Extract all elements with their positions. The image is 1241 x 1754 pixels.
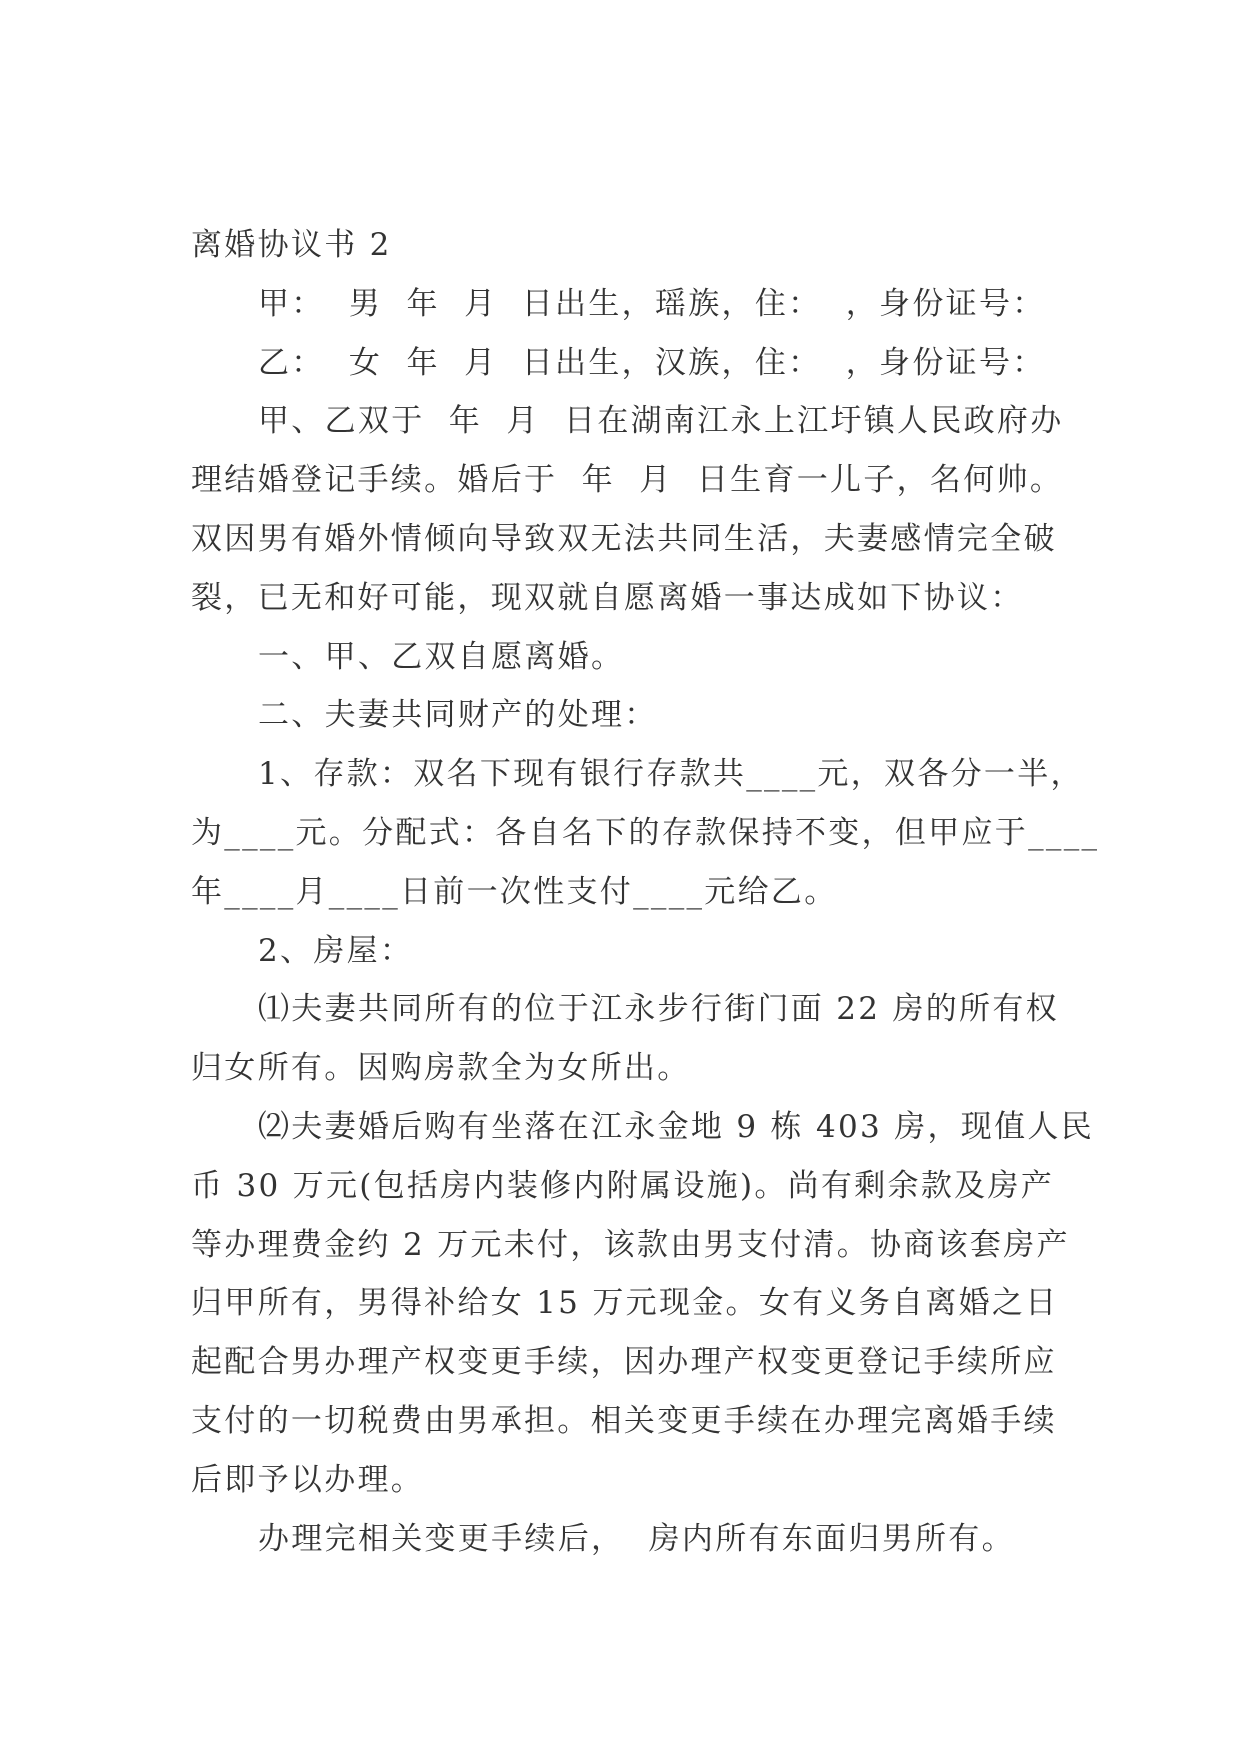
- clause-housing-item-1: [191, 980, 1091, 1098]
- clause-2-heading: [191, 686, 1091, 745]
- text-line: 归甲所有，男得补给女 15 万元现金。女有义务自离婚之日: [191, 1285, 1059, 1322]
- text-line: 双因男有婚外情倾向导致双无法共同生活，夫妻感情完全破: [191, 520, 1057, 557]
- text-line: 甲： 男 年 月 日出生，瑶族，住： ，身份证号：: [258, 285, 1046, 322]
- text-line: 为____元。分配式：各自名下的存款保持不变，但甲应于____: [191, 814, 1100, 851]
- clause-1: [191, 628, 1091, 687]
- text-line: 裂，已无和好可能，现双就自愿离婚一事达成如下协议：: [191, 579, 1024, 616]
- text-line: 2、房屋：: [258, 932, 414, 969]
- text-line: 1、存款：双名下现有银行存款共____元，双各分一半，: [258, 756, 1084, 793]
- document-body: [191, 216, 1100, 1568]
- paragraph-marriage-background: [191, 392, 1091, 627]
- text-line: 二、夫妻共同财产的处理：: [258, 697, 658, 734]
- text-line: 甲、乙双于 年 月 日在湖南江永上江圩镇人民政府办: [258, 403, 1064, 440]
- text-line: 一、甲、乙双自愿离婚。: [258, 638, 625, 675]
- text-line: 币 30 万元(包括房内装修内附属设施)。尚有剩余款及房产: [191, 1167, 1055, 1204]
- text-line: 年____月____日前一次性支付____元给乙。: [191, 873, 838, 910]
- text-line: 理结婚登记手续。婚后于 年 月 日生育一儿子，名何帅。: [191, 462, 1064, 499]
- text-line: 归女所有。因购房款全为女所出。: [191, 1050, 691, 1087]
- clause-housing-heading: [191, 922, 1091, 981]
- text-line: 起配合男办理产权变更手续，因办理产权变更登记手续所应: [191, 1344, 1057, 1381]
- text-line: 等办理费金约 2 万元未付，该款由男支付清。协商该套房产: [191, 1226, 1070, 1263]
- document-title: 离婚协议书 2: [191, 227, 392, 263]
- text-line: ⑵夫妻婚后购有坐落在江永金地 9 栋 403 房，现值人民: [258, 1108, 1095, 1145]
- text-line: 办理完相关变更手续后， 房内所有东面归男所有。: [258, 1520, 1015, 1557]
- text-line: 支付的一切税费由男承担。相关变更手续在办理完离婚手续: [191, 1402, 1057, 1439]
- paragraph-party-b: [191, 334, 1091, 393]
- text-line: 后即予以办理。: [191, 1461, 425, 1498]
- paragraph-party-a: [191, 275, 1091, 334]
- text-line: ⑴夫妻共同所有的位于江永步行街门面 22 房的所有权: [258, 991, 1059, 1028]
- clause-furnishings: [191, 1510, 1091, 1569]
- clause-housing-item-2: [191, 1098, 1095, 1510]
- text-line: 乙： 女 年 月 日出生，汉族，住： ，身份证号：: [258, 344, 1046, 381]
- clause-deposits: [191, 745, 1100, 921]
